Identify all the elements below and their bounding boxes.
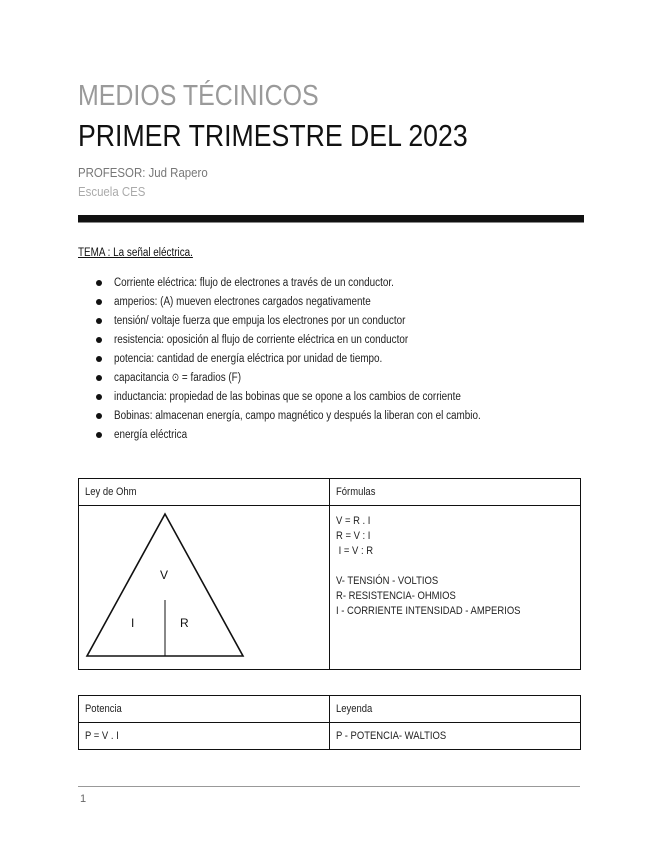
bullet-icon: [96, 432, 102, 438]
table-cell: [330, 723, 581, 750]
footer-divider: [78, 786, 580, 787]
ohm-header: Ley de Ohm: [85, 486, 137, 498]
bullet-icon: [96, 356, 102, 362]
formula-line: R- RESISTENCIA- OHMIOS: [336, 590, 456, 602]
formulas-header: Fórmulas: [336, 486, 376, 498]
table-cell: [79, 479, 330, 506]
bullet-icon: [96, 299, 102, 305]
table-cell: [330, 696, 581, 723]
triangle-label-i: I: [131, 616, 135, 630]
power-header: Potencia: [85, 703, 122, 715]
table-row: [79, 506, 581, 670]
bullet-icon: [96, 337, 102, 343]
bullet-icon: [96, 394, 102, 400]
table-header-row: [79, 479, 581, 506]
bullet-icon: [96, 280, 102, 286]
table-header-row: [79, 696, 581, 723]
ohm-law-table: [78, 478, 581, 670]
table-cell: [330, 506, 581, 670]
ohm-triangle-diagram: [79, 506, 329, 666]
subject-heading: MEDIOS TÉCINICOS: [78, 80, 319, 112]
table-cell: [79, 506, 330, 670]
document-page: MEDIOS TÉCINICOS PRIMER TRIMESTRE DEL 2023 PROFESOR: Jud Rapero Escuela CES TEMA : La señal eléctrica. Corriente eléctrica: flujo de electrones a través de un conductor. amperios: (A) mueven electrones cargados negativamente tensión/ voltaje fuerza que empuja los electrones por un conductor resistencia: oposición al flujo de corriente eléctrica en un conductor potencia: cantidad de energía eléctrica por unidad de tiempo. capacitancia ⊙ = faradios (F) inductancia: propiedad de las bobinas que se opone a los cambios de corriente Bobinas: almacenan energía, campo magnético y después la liberan con el cambio. energía eléctrica Ley de Ohm Fórmulas V I R V = R . I R = V : I I = V : R V- TENSIÓN - VOLTIOS R- RESISTENCIA- OHMIOS I - CORRIENTE INTENSIDAD - AMPERIOS Potencia Leyenda P = V . I P - POTENCIA- WALTIOS 1: [0, 0, 655, 848]
power-table: [78, 695, 581, 750]
table-cell: [79, 723, 330, 750]
document-title: PRIMER TRIMESTRE DEL 2023: [78, 118, 468, 153]
power-formula: P = V . I: [85, 730, 119, 742]
power-legend: P - POTENCIA- WALTIOS: [336, 730, 447, 742]
triangle-label-v: V: [160, 568, 169, 582]
school-name: Escuela CES: [78, 184, 146, 199]
formula-line: V- TENSIÓN - VOLTIOS: [336, 575, 439, 587]
header-divider: [78, 215, 584, 223]
formula-line: V = R . I: [336, 515, 371, 527]
teacher-name: PROFESOR: Jud Rapero: [78, 165, 208, 180]
triangle-label-r: R: [180, 616, 189, 630]
bullet-icon: [96, 413, 102, 419]
table-cell: [79, 696, 330, 723]
formula-line: R = V : I: [336, 530, 371, 542]
topic-heading: TEMA : La señal eléctrica.: [78, 247, 193, 259]
formula-line: I = V : R: [336, 545, 374, 557]
bullet-icon: [96, 375, 102, 381]
table-cell: [330, 479, 581, 506]
bullet-icon: [96, 318, 102, 324]
table-row: [79, 723, 581, 750]
legend-header: Leyenda: [336, 703, 373, 715]
page-number: 1: [80, 793, 87, 805]
formula-line: I - CORRIENTE INTENSIDAD - AMPERIOS: [336, 605, 521, 617]
